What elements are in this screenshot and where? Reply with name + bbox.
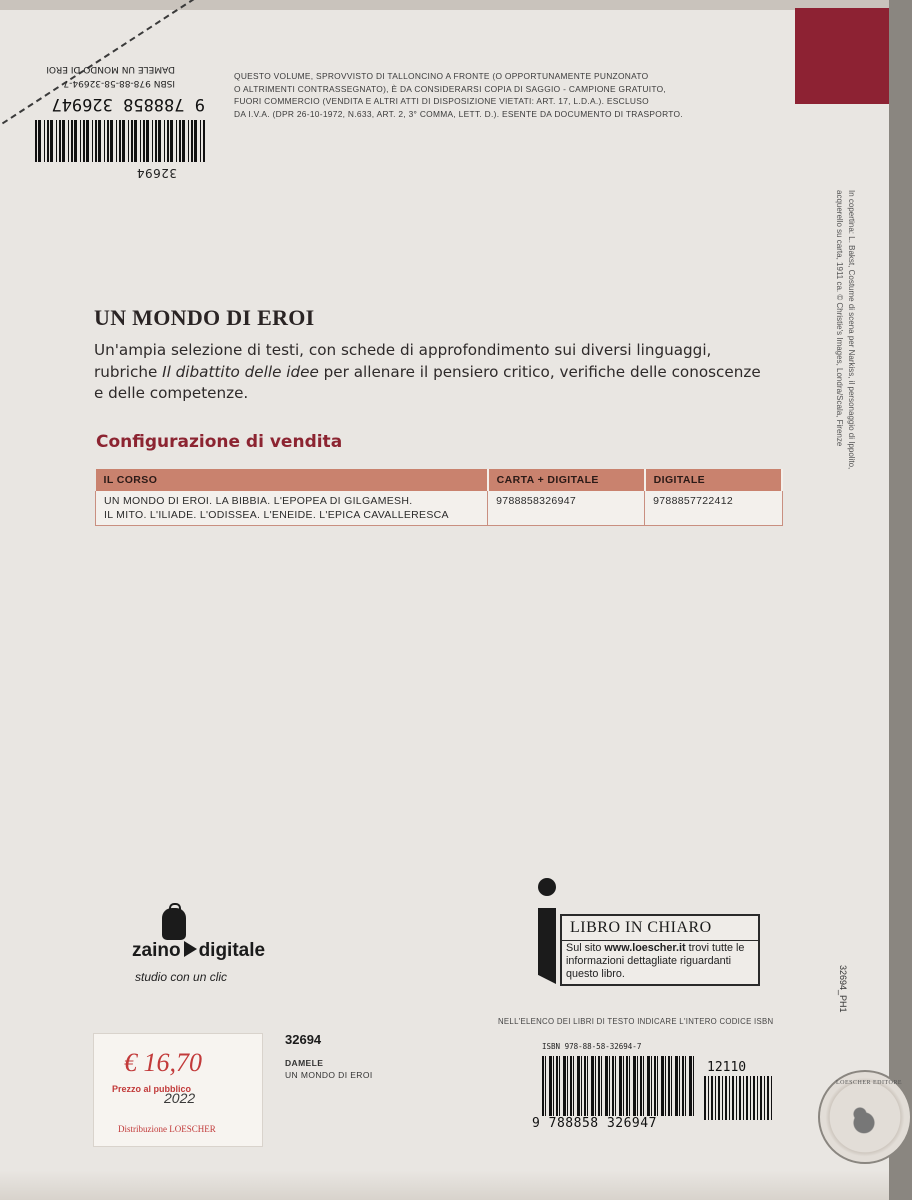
book-title: UN MONDO DI EROI <box>94 305 315 330</box>
price-sticker <box>93 1033 263 1147</box>
catalog-title: UN MONDO DI EROI <box>285 1070 373 1080</box>
chiaro-text <box>566 942 756 981</box>
notice-line: QUESTO VOLUME, SPROVVISTO DI TALLONCINO A FRONTE (O OPPORTUNAMENTE PUNZONATO <box>234 71 649 81</box>
chiaro-divider <box>562 940 758 941</box>
course-line: IL MITO. L'ILIADE. L'ODISSEA. L'ENEIDE. L'EPICA CAVALLERESCA <box>104 509 449 521</box>
notice-line: DA I.V.A. (DPR 26-10-1972, N.633, ART. 2, 3° COMMA, LETT. D.). ESENTE DA DOCUMENTO DI TRASPORTO. <box>234 108 684 119</box>
sample-copy-notice <box>234 70 734 120</box>
notice-line: FUORI COMMERCIO (VENDITA E ALTRI ATTI DI DISPOSIZIONE VIETATI: ART. 17, L.D.A.). ESCLUSO <box>234 96 649 107</box>
table-header-row <box>96 469 783 491</box>
publisher-seal <box>818 1070 912 1164</box>
sticker-isbn-label: ISBN 978-88-58-32694-7 <box>63 78 175 88</box>
notice-line: O ALTRIMENTI CONTRASSEGNATO), È DA CONSIDERARSI COPIA DI SAGGIO - CAMPIONE GRATUITO, <box>234 83 667 94</box>
price-label: Prezzo al pubblico <box>112 1084 192 1094</box>
desc-text: per allenare il pensiero critico, verifiche delle conoscenze <box>318 362 761 381</box>
seal-figure-icon <box>842 1098 882 1138</box>
bottom-edge <box>0 1170 889 1200</box>
header-course: IL CORSO <box>96 469 488 491</box>
return-sticker <box>10 22 215 192</box>
sticker-barcode <box>35 120 205 162</box>
ean-barcode-bars <box>542 1056 694 1116</box>
seal-text: LOESCHER EDITORE <box>836 1080 903 1086</box>
sticker-title-label: DAMELE UN MONDO DI EROI <box>46 64 175 74</box>
sticker-isbn-number: 9 788858 326947 <box>51 94 205 114</box>
chiaro-frame <box>560 914 760 986</box>
isbn-barcode <box>532 1042 782 1137</box>
chiaro-heading: LIBRO IN CHIARO <box>570 919 712 936</box>
course-line: UN MONDO DI EROI. LA BIBBIA. L'EPOPEA DI GILGAMESH. <box>104 495 413 507</box>
info-dot-icon <box>538 878 556 896</box>
header-print-digital: CARTA + DIGITALE <box>488 469 645 491</box>
ean-number: 9 788858 326947 <box>532 1116 657 1131</box>
isbn-instruction: NELL'ELENCO DEI LIBRI DI TESTO INDICARE L'INTERO CODICE ISBN <box>498 1017 774 1026</box>
chiaro-text-prefix: Sul sito <box>566 942 605 954</box>
zaino-wordmark <box>132 940 265 962</box>
addon-barcode-bars <box>704 1076 772 1120</box>
libro-in-chiaro-box <box>538 878 768 988</box>
desc-text: rubriche <box>94 362 163 381</box>
side-code: 32694_PH1 <box>838 965 848 1013</box>
cover-credits <box>835 190 856 530</box>
sticker-code: 32694 <box>136 166 177 180</box>
credit-line: In copertina: L. Bakst, Costume di scena per Narkiss, il personaggio di Ippolito, <box>847 190 856 470</box>
desc-text: Un'ampia selezione di testi, con schede di approfondimento sui diversi linguaggi, <box>94 341 712 359</box>
play-icon <box>184 941 197 957</box>
digitale-word: digitale <box>198 940 266 961</box>
sales-config-table <box>95 469 783 526</box>
sales-config-title: Configurazione di vendita <box>96 432 343 452</box>
top-edge <box>0 0 889 10</box>
addon-number: 12110 <box>707 1060 747 1075</box>
book-description <box>94 340 764 405</box>
print-digital-isbn: 9788858326947 <box>488 491 645 526</box>
course-cell <box>96 491 488 526</box>
chiaro-text-rest: trovi tutte le informazioni dettagliate riguardanti questo libro. <box>566 942 745 980</box>
backpack-icon <box>162 908 186 940</box>
price-year: 2022 <box>164 1090 196 1106</box>
barcode-isbn-text: ISBN 978-88-58-32694-7 <box>542 1042 642 1051</box>
distributor-label: Distribuzione LOESCHER <box>118 1124 216 1134</box>
zaino-word: zaino <box>132 940 181 961</box>
header-digital: DIGITALE <box>645 469 782 491</box>
price-amount: € 16,70 <box>124 1048 202 1077</box>
digital-isbn: 9788857722412 <box>645 491 782 526</box>
table-row <box>96 491 783 526</box>
desc-text: e delle competenze. <box>94 384 249 402</box>
chiaro-site-link: www.loescher.it <box>604 942 686 954</box>
credit-line: acquerello su carta, 1911 ca. © Christie's Images, Londra/Scala, Firenze <box>835 190 844 447</box>
catalog-author: DAMELE <box>285 1058 324 1068</box>
catalog-code: 32694 <box>285 1032 322 1047</box>
red-corner-tab <box>795 8 889 104</box>
desc-italic: Il dibattito delle idee <box>162 362 319 381</box>
zaino-digitale-logo <box>132 908 272 993</box>
info-bar-icon <box>538 908 556 984</box>
zaino-tagline: studio con un clic <box>135 970 228 984</box>
